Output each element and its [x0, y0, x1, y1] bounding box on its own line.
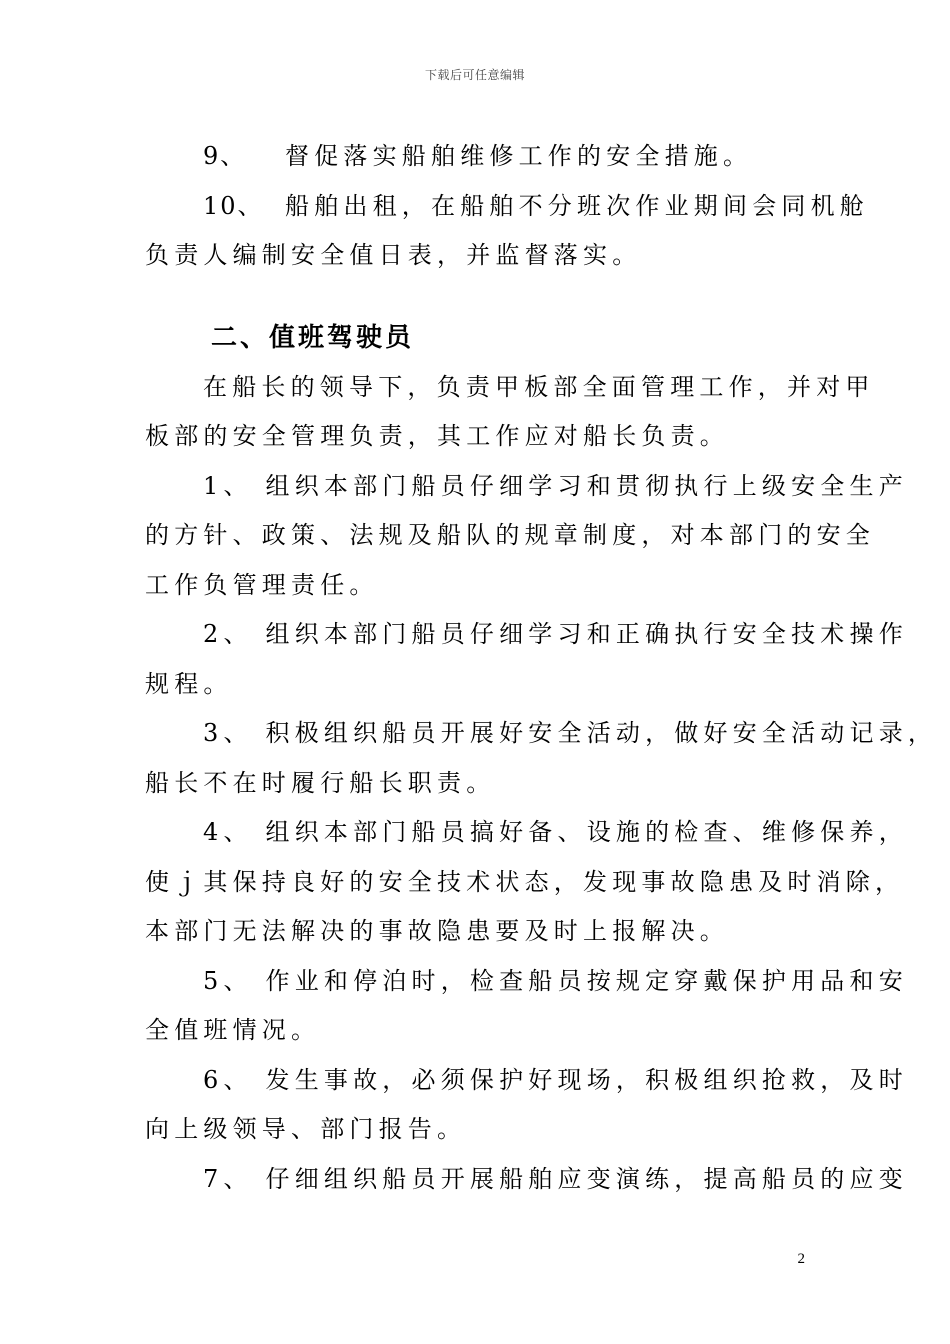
text-line: 的方针、政策、法规及船队的规章制度，对本部门的安全 — [145, 521, 875, 549]
text-line: 2、 组织本部门船员仔细学习和正确执行安全技术操作 — [203, 620, 908, 648]
text-line: 3、 积极组织船员开展好安全活动，做好安全活动记录， — [203, 719, 938, 747]
text-line: 船长不在时履行船长职责。 — [145, 768, 496, 797]
item-text: 船舶出租，在船舶不分班次作业期间会同机舱 — [285, 191, 869, 220]
text-line: 6、 发生事故，必须保护好现场，积极组织抢救，及时 — [203, 1065, 908, 1094]
item-text: 督促落实船舶维修工作的安全措施。 — [285, 142, 753, 170]
text-line: 规程。 — [145, 669, 233, 698]
section-heading: 二、值班驾驶员 — [211, 322, 415, 353]
text-line: 4、 组织本部门船员搞好备、设施的检查、维修保养， — [203, 818, 908, 846]
text-line: 向上级领导、部门报告。 — [145, 1115, 467, 1143]
text-line: 全值班情况。 — [145, 1016, 321, 1044]
text-line: 5、 作业和停泊时，检查船员按规定穿戴保护用品和安 — [203, 966, 908, 995]
text-line: 板部的安全管理负责，其工作应对船长负责。 — [145, 422, 729, 450]
text-line: 本部门无法解决的事故隐患要及时上报解决。 — [145, 917, 729, 945]
document-body — [145, 132, 938, 1204]
text-line: 负责人编制安全值日表，并监督落实。 — [145, 241, 642, 269]
text-line: 使ｊ其保持良好的安全技术状态，发现事故隐患及时消除， — [145, 867, 905, 896]
list-item-9 — [145, 132, 825, 182]
item-number: 10、 — [203, 191, 264, 220]
text-line: 工作负管理责任。 — [145, 570, 379, 599]
header-note: 下载后可任意编辑 — [424, 68, 525, 82]
page-number: 2 — [797, 1251, 805, 1267]
text-line: 7、 仔细组织船员开展船舶应变演练，提高船员的应变 — [203, 1164, 908, 1193]
text-line: 在船长的领导下，负责甲板部全面管理工作，并对甲 — [203, 372, 875, 401]
text-line: 1、 组织本部门船员仔细学习和贯彻执行上级安全生产 — [203, 471, 908, 500]
list-item-10 — [145, 182, 869, 232]
item-number: 9、 — [203, 142, 247, 170]
